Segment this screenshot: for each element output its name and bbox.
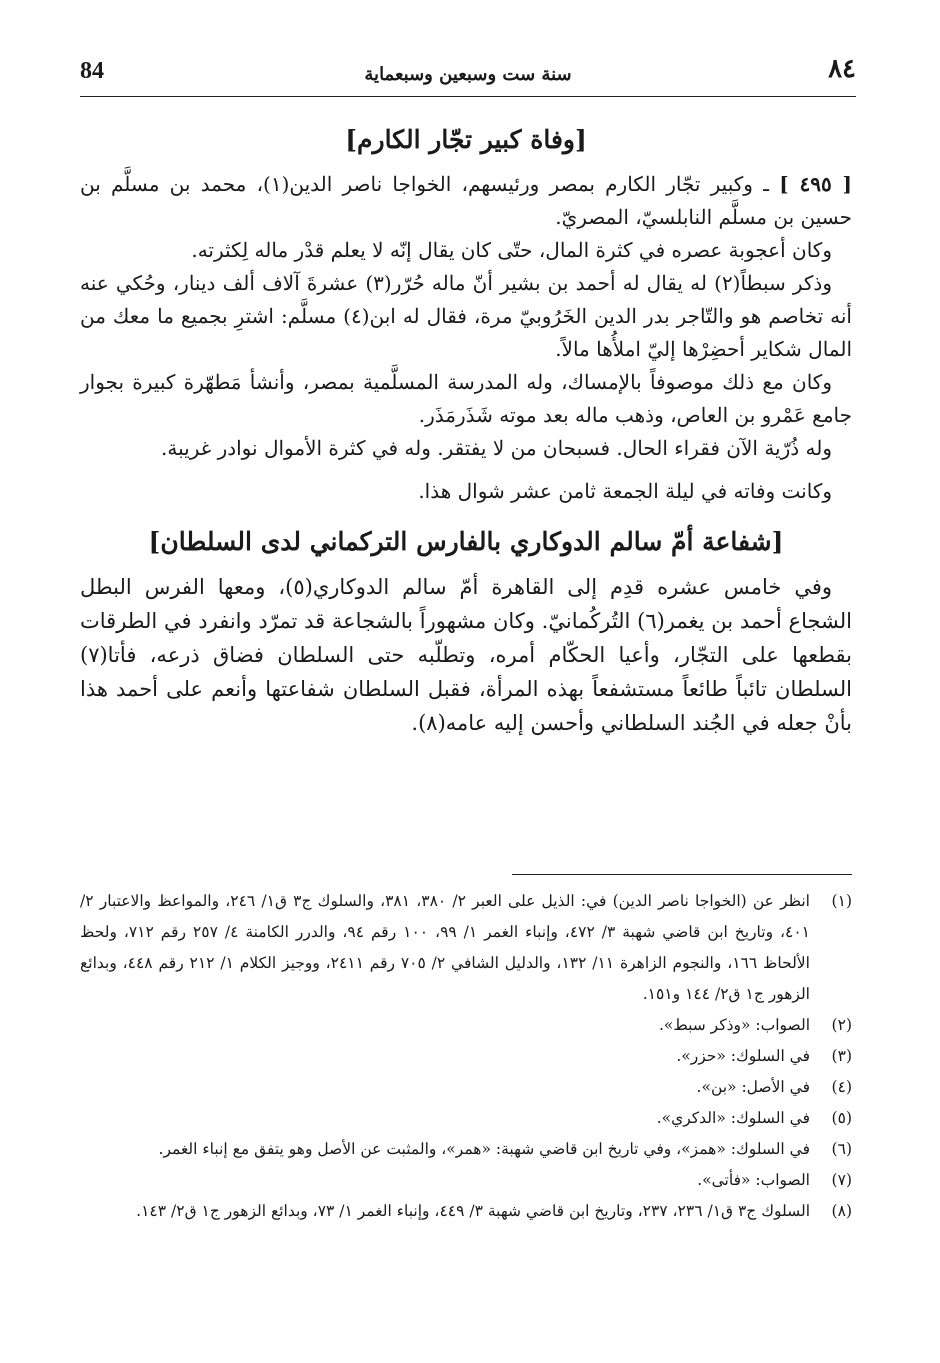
footnote — [80, 886, 852, 1010]
footnote — [80, 1165, 852, 1196]
entry-paragraph — [80, 168, 852, 234]
paragraph: وكان مع ذلك موصوفاً بالإمساك، وله المدرسة المسلَّمية بمصر، وأنشأ مَطهّرة كبيرة بجوار جامع عَمْرو بن العاص، وذهب ماله بعد موته شَذَرمَذَر. — [80, 370, 852, 427]
footnote — [80, 1134, 852, 1165]
page-number-arabic: ٨٤ — [828, 54, 856, 84]
footnote-number: (٣) — [831, 1047, 852, 1065]
running-header — [80, 56, 856, 97]
footnote-text: الصواب: «وذكر سبط». — [658, 1016, 810, 1034]
footnotes — [80, 886, 852, 1227]
paragraph-text: ـ وكبير تجّار الكارم بمصر ورئيسهم، الخواجا ناصر الدين(١)، محمد بن مسلَّم بن حسين بن مسلَّم النابلسيّ، المصريّ. — [80, 172, 852, 229]
paragraph: وكان أعجوبة عصره في كثرة المال، حتّى كان يقال إنّه لا يعلم قدْر ماله لِكثرته. — [191, 238, 832, 262]
footnote-text: انظر عن (الخواجا ناصر الدين) في: الذيل على العبر ٢/ ٣٨٠، ٣٨١، والسلوك ج٣ ق١/ ٢٤٦، والمواعظ والاعتبار ٢/ ٤٠١، وتاريخ ابن قاضي شهبة ٣/ ٤٧٢، وإنباء الغمر ١/ ٩٩، ١٠٠ رقم ٩٤، والدرر الكامنة ٤/ ٢٥٧ رقم ٧١٢، ولحظ الألحاظ ١٦٦، والنجوم الزاهرة ١١/ ١٣٢، والدليل الشافي ٢/ ٧٠٥ رقم ٢٤١١، ووجيز الكلام ١/ ٢١٢ رقم ٤٤٨، وبدائع الزهور ج١ ق٢/ ١٤٤ و١٥١. — [80, 892, 810, 1003]
paragraph: وكانت وفاته في ليلة الجمعة ثامن عشر شوال هذا. — [418, 479, 832, 503]
footnote-text: في السلوك: «همز»، وفي تاريخ ابن قاضي شهبة: «همر»، والمثبت عن الأصل وهو يتفق مع إنباء الغمر. — [158, 1140, 810, 1158]
footnote-text: في السلوك: «الدكري». — [656, 1109, 810, 1127]
paragraph: وله ذُرّية الآن فقراء الحال. فسبحان من لا يفتقر. وله في كثرة الأموال نوادر غريبة. — [161, 436, 832, 460]
footnote-number: (٦) — [831, 1140, 852, 1158]
section-title: [شفاعة أمّ سالم الدوكاري بالفارس التركماني لدى السلطان] — [148, 527, 784, 556]
footnote-number: (٤) — [831, 1078, 852, 1096]
footnote — [80, 1196, 852, 1227]
footnote-text: الصواب: «فأتى». — [697, 1171, 810, 1189]
footnote-number: (٥) — [831, 1109, 852, 1127]
footnote-number: (٧) — [831, 1171, 852, 1189]
paragraph: وذكر سبطاً(٢) له يقال له أحمد بن بشير أنّ ماله حُرّر(٣) عشرةَ آلاف ألف دينار، وحُكي عنه أنه تخاصم هو والتّاجر بدر الدين الخَرُوبيّ مرة، فقال له ابن(٤) مسلَّم: اشترِ بجميع ما معك من المال شكاير أحضِرْها إليّ املأُها مالاً. — [80, 271, 852, 361]
footnote — [80, 1103, 852, 1134]
running-title: سنة ست وسبعين وسبعماية — [364, 64, 572, 85]
page-number-latin: 84 — [80, 58, 104, 84]
footnote — [80, 1072, 852, 1103]
footnote-number: (٨) — [831, 1202, 852, 1220]
section-title: [وفاة كبير تجّار الكارم] — [345, 125, 587, 154]
footnote-text: في الأصل: «بن». — [696, 1078, 810, 1096]
entry-number: [ ٤٩٥ ] — [779, 172, 852, 196]
footnote — [80, 1041, 852, 1072]
footnote-separator — [512, 874, 852, 875]
footnote-text: السلوك ج٣ ق١/ ٢٣٦، ٢٣٧، وتاريخ ابن قاضي شهبة ٣/ ٤٤٩، وإنباء الغمر ١/ ٧٣، وبدائع الزهور ج١ ق٢/ ١٤٣. — [136, 1202, 810, 1220]
main-text — [80, 120, 852, 740]
paragraph: وفي خامس عشره قدِم إلى القاهرة أمّ سالم الدوكاري(٥)، ومعها الفرس البطل الشجاع أحمد بن يغمر(٦) التُركُمانيّ. وكان مشهوراً بالشجاعة قد تمرّد وانفرد في الطرقات بقطعها على التجّار، وأعيا الحكّام أمره، وتطلّبه حتى السلطان فضاق ذرعه، فأتا(٧) السلطان تائباً طائعاً مستشفعاً بهذه المرأة، فقبل السلطان شفاعتها وأنعم على أحمد هذا بأنْ جعله في الجُند السلطاني وأحسن إليه عامه(٨). — [80, 575, 852, 735]
footnote-number: (١) — [831, 892, 852, 910]
footnote — [80, 1010, 852, 1041]
footnote-number: (٢) — [831, 1016, 852, 1034]
footnote-text: في السلوك: «حزر». — [676, 1047, 810, 1065]
